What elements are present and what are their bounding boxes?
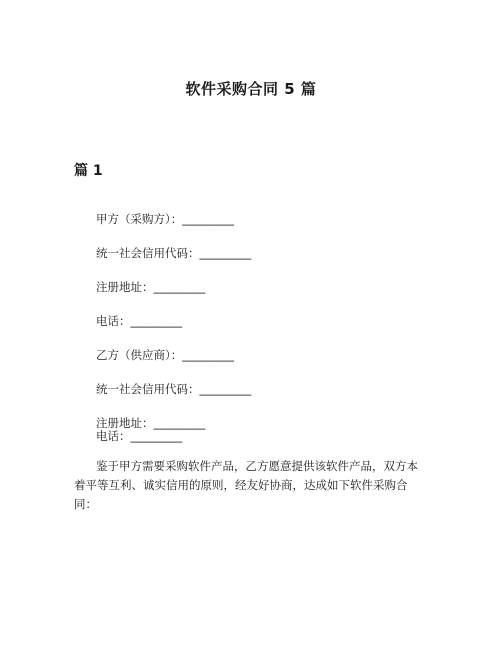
party-b-address-field: 注册地址：_________ <box>96 416 206 430</box>
paragraph-line: 鉴于甲方需要采购软件产品，乙方愿意提供该软件产品，双方本 <box>96 459 418 473</box>
paragraph-line: 着平等互利、诚实信用的原则，经友好协商，达成如下软件采购合 <box>74 478 408 492</box>
party-a-phone-field: 电话：_________ <box>96 314 183 328</box>
party-a-credit-code-field: 统一社会信用代码：_________ <box>96 246 252 260</box>
party-b-phone-field: 电话：_________ <box>96 429 183 443</box>
intro-paragraph <box>74 457 430 514</box>
party-b-credit-code-field: 统一社会信用代码：_________ <box>96 382 252 396</box>
paragraph-line: 同： <box>74 497 97 511</box>
section-heading: 篇 1 <box>74 163 103 179</box>
party-b-name-field: 乙方（供应商）：_________ <box>96 348 234 362</box>
party-a-name-field: 甲方（采购方）：_________ <box>96 212 234 226</box>
document-title: 软件采购合同 5 篇 <box>185 80 317 98</box>
party-a-address-field: 注册地址：_________ <box>96 280 206 294</box>
